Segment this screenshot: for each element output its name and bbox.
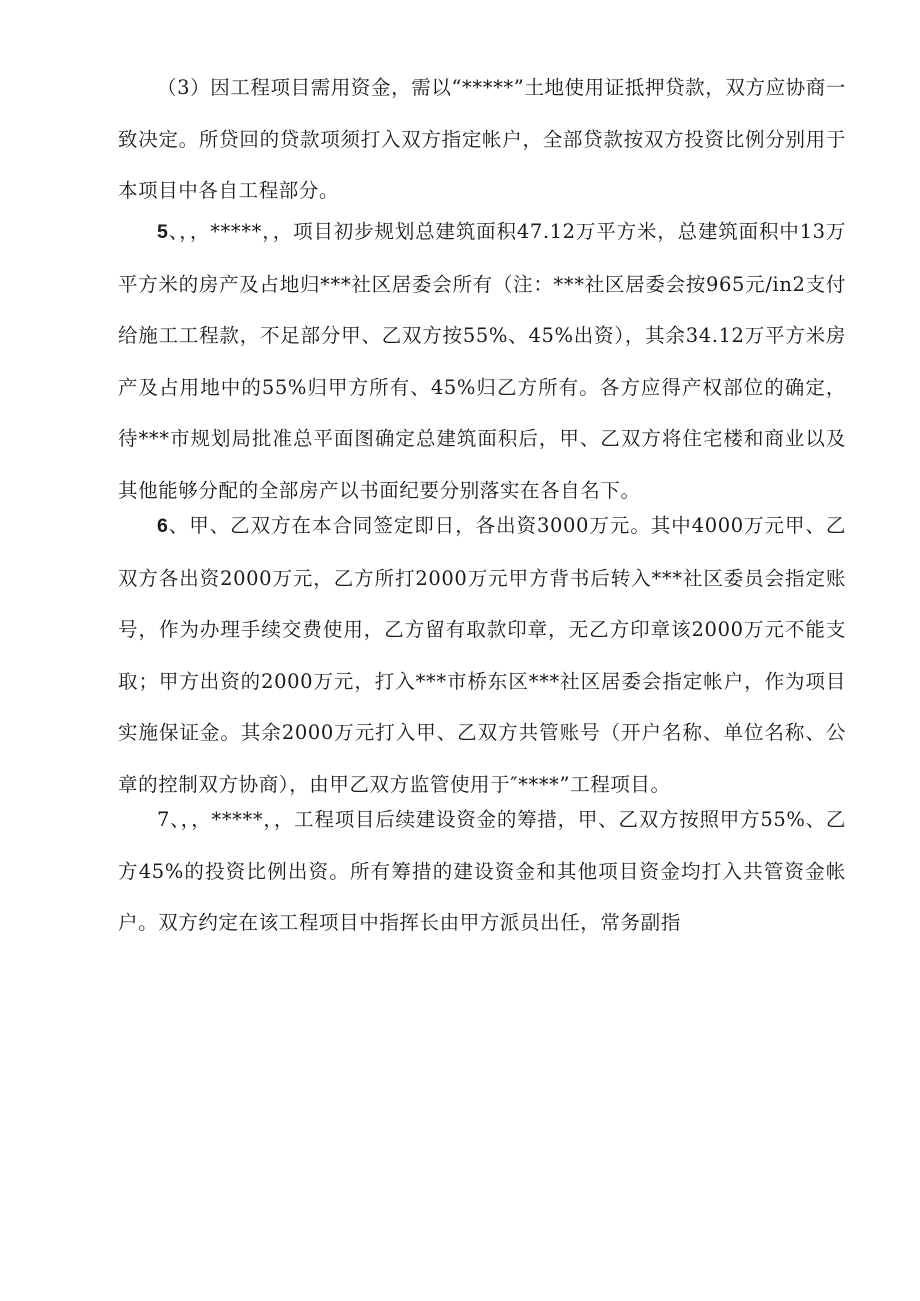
paragraph-clause-7-funding <box>118 794 846 949</box>
paragraph-text: 7、，，*****，，工程项目后续建设资金的筹措，甲、乙双方按照甲方55%、乙方45%的投资比例出资。所有筹措的建设资金和其他项目资金均打入共管资金帐户。双方约定在该工程项目中指挥长由甲方派员出任，常务副指 <box>118 808 846 935</box>
paragraph-clause-3-loan <box>118 62 846 217</box>
paragraph-text: （3）因工程项目需用资金，需以“*****”土地使用证抵押贷款，双方应协商一致决定。所贷回的贷款项须打入双方指定帐户，全部贷款按双方投资比例分别用于本项目中各自工程部分。 <box>118 76 846 203</box>
paragraph-text: 、，，*****，，项目初步规划总建筑面积47.12万平方米，总建筑面积中13万平方米的房产及占地归***社区居委会所有（注：***社区居委会按965元/in2支付给施工工程款，不足部分甲、乙双方按55%、45%出资），其余34.12万平方米房产及占用地中的55%归甲方所有、45%归乙方所有。各方应得产权部位的确定，待***市规划局批准总平面图确定总建筑面积后，甲、乙双方将住宅楼和商业以及其他能够分配的全部房产以书面纪要分别落实在各自名下。 <box>118 220 846 502</box>
clause-number: 6 <box>157 515 169 537</box>
paragraph-clause-5-area-allocation <box>118 206 846 517</box>
paragraph-clause-6-investment <box>118 500 846 811</box>
paragraph-text: 、甲、乙双方在本合同签定即日，各出资3000万元。其中4000万元甲、乙双方各出资2000万元，乙方所打2000万元甲方背书后转入***社区委员会指定账号，作为办理手续交费使用，乙方留有取款印章，无乙方印章该2000万元不能支取；甲方出资的2000万元，打入***市桥东区***社区居委会指定帐户，作为项目实施保证金。其余2000万元打入甲、乙双方共管账号（开户名称、单位名称、公章的控制双方协商），由甲乙双方监管使用于″****”工程项目。 <box>118 514 846 796</box>
clause-number: 5 <box>157 221 169 243</box>
